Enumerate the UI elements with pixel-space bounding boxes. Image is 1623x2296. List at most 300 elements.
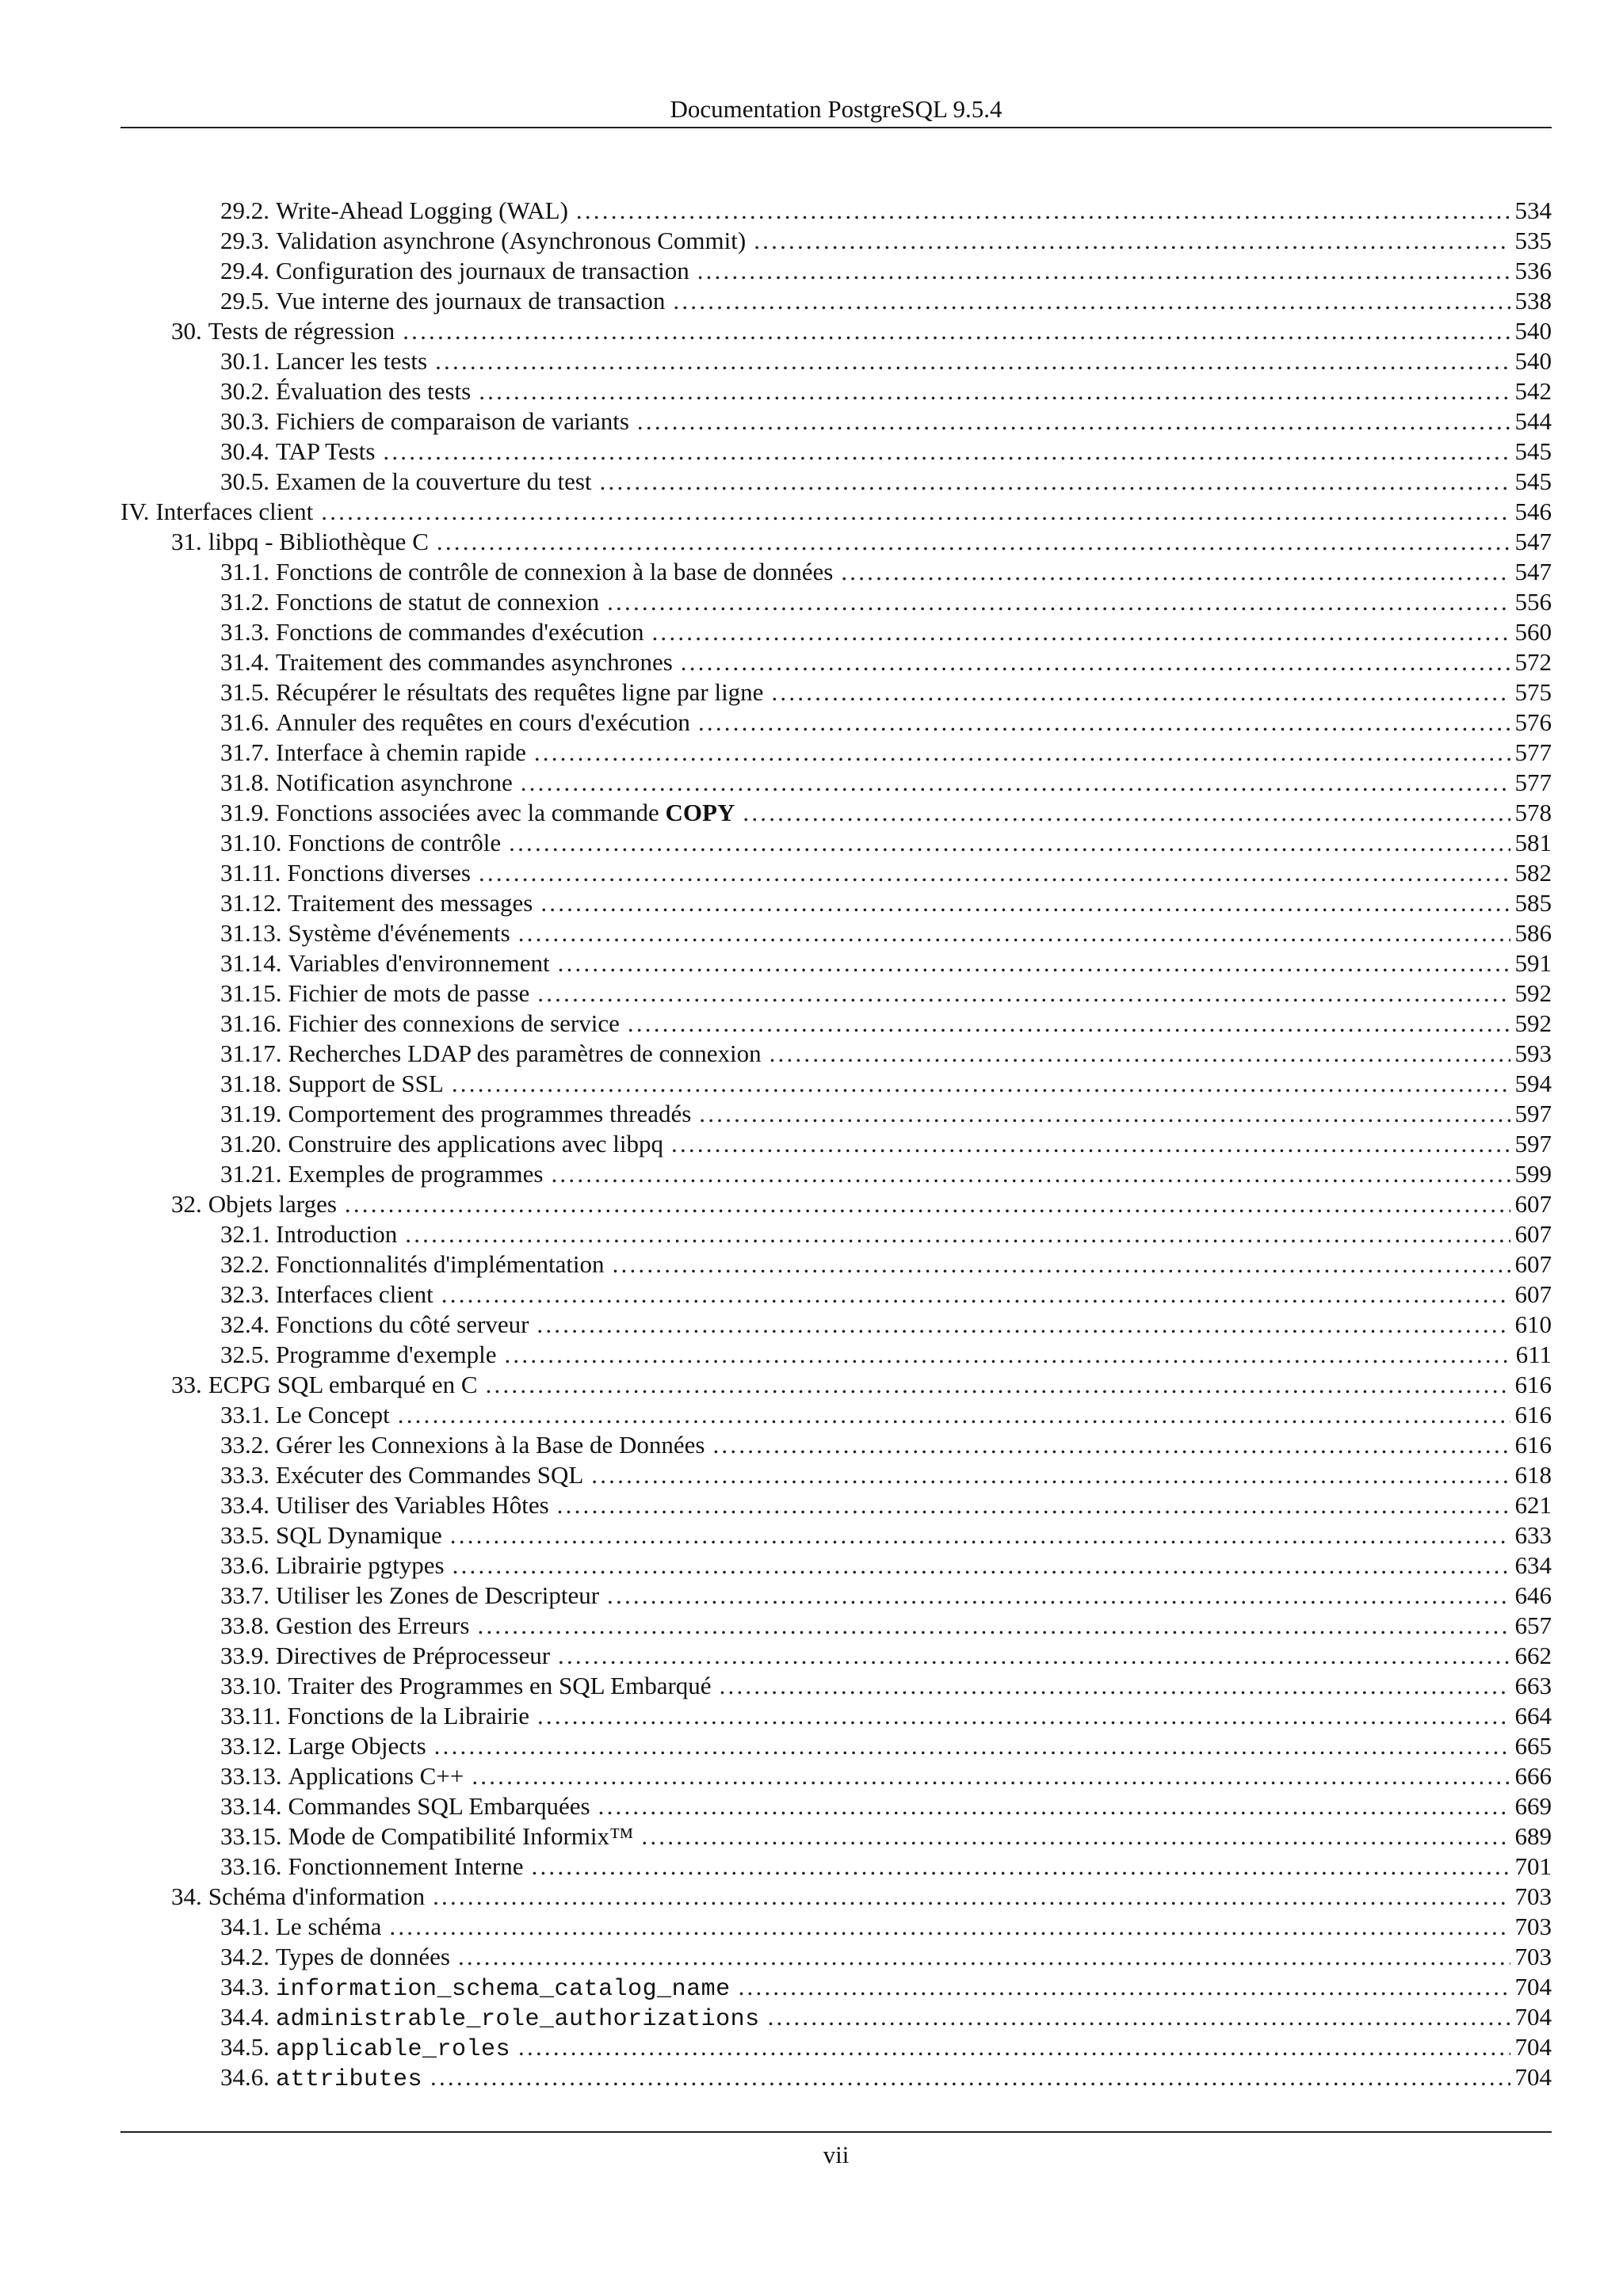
toc-entry-title: Objets larges <box>208 1190 337 1218</box>
toc-entry-title: Exemples de programmes <box>288 1160 544 1188</box>
toc-entry-title: Vue interne des journaux de transaction <box>276 287 666 315</box>
toc-entry[interactable] <box>120 1009 1552 1039</box>
toc-entry[interactable] <box>120 226 1552 256</box>
header-rule <box>120 127 1552 128</box>
dot-leader <box>598 1791 1510 1821</box>
toc-entry-number: 31.18. <box>220 1070 282 1097</box>
toc-entry-number: 33.9. <box>220 1642 269 1669</box>
dot-leader <box>537 978 1510 1009</box>
toc-entry-number: 31.21. <box>220 1160 282 1188</box>
toc-entry-page: 703 <box>1514 1943 1552 1970</box>
toc-entry-page: 540 <box>1514 347 1552 375</box>
dot-leader <box>435 346 1510 376</box>
toc-entry-number: 31.4. <box>220 648 269 676</box>
toc-entry-page: 701 <box>1514 1852 1552 1880</box>
toc-entry[interactable] <box>120 376 1552 406</box>
toc-entry-page: 545 <box>1514 437 1552 465</box>
toc-entry-page: 607 <box>1514 1280 1552 1308</box>
toc-entry-number: 33. <box>171 1371 202 1398</box>
toc-entry[interactable] <box>120 858 1552 888</box>
toc-entry-page: 662 <box>1514 1642 1552 1669</box>
toc-entry-number: 31.10. <box>220 829 282 856</box>
toc-entry-number: 29.4. <box>220 257 269 284</box>
toc-entry-number: 33.10. <box>220 1672 282 1699</box>
toc-entry-page: 689 <box>1514 1822 1552 1850</box>
toc-entry-number: 32. <box>171 1190 202 1218</box>
toc-entry-page: 669 <box>1514 1792 1552 1820</box>
toc-entry-number: 31.13. <box>220 919 282 947</box>
toc-entry[interactable] <box>120 1039 1552 1069</box>
toc-entry-title: Utiliser les Zones de Descripteur <box>276 1581 600 1609</box>
toc-entry[interactable] <box>120 527 1552 557</box>
toc-entry-page: 703 <box>1514 1882 1552 1910</box>
dot-leader <box>540 888 1510 918</box>
dot-leader <box>479 858 1510 888</box>
toc-entry-page: 586 <box>1514 919 1552 947</box>
dot-leader <box>754 226 1510 256</box>
dot-leader <box>628 1009 1510 1039</box>
dot-leader <box>769 1039 1510 1069</box>
toc-entry[interactable] <box>120 1972 1552 2002</box>
dot-leader <box>537 1701 1510 1731</box>
toc-entry-page: 581 <box>1514 829 1552 856</box>
toc-entry-title: Système d'événements <box>288 919 510 947</box>
toc-entry-number: 32.5. <box>220 1341 269 1368</box>
toc-entry-number: 31.9. <box>220 799 269 826</box>
dot-leader <box>607 1581 1510 1611</box>
toc-entry-title: Fonctionnalités d'implémentation <box>276 1250 605 1278</box>
toc-entry-title: ECPG SQL embarqué en C <box>208 1371 478 1398</box>
toc-entry-page: 593 <box>1514 1039 1552 1067</box>
toc-entry[interactable] <box>120 1430 1552 1460</box>
toc-entry[interactable] <box>120 196 1552 226</box>
toc-entry-title: SQL Dynamique <box>276 1521 442 1549</box>
toc-entry[interactable] <box>120 1671 1552 1701</box>
toc-entry-title: Comportement des programmes threadés <box>288 1100 692 1127</box>
toc-entry-page: 535 <box>1514 227 1552 254</box>
dot-leader <box>637 406 1510 437</box>
toc-entry-page: 607 <box>1514 1190 1552 1218</box>
toc-entry[interactable] <box>120 1581 1552 1611</box>
toc-entry[interactable] <box>120 1912 1552 1942</box>
dot-leader <box>434 1731 1510 1761</box>
dot-leader <box>697 256 1510 286</box>
toc-entry-page: 657 <box>1514 1611 1552 1639</box>
dot-leader <box>389 1912 1510 1942</box>
dot-leader <box>641 1821 1510 1852</box>
toc-entry[interactable] <box>120 1370 1552 1400</box>
toc-entry-page: 594 <box>1514 1070 1552 1097</box>
toc-entry[interactable] <box>120 2002 1552 2032</box>
toc-entry-number: 30. <box>171 317 202 345</box>
table-of-contents <box>120 196 1552 2092</box>
toc-entry-title: Annuler des requêtes en cours d'exécution <box>276 708 690 736</box>
toc-entry-page: 547 <box>1514 558 1552 585</box>
toc-entry-number: 31. <box>171 528 202 555</box>
toc-entry-number: 30.3. <box>220 407 269 435</box>
toc-entry-number: 33.11. <box>220 1702 281 1730</box>
toc-entry-page: 592 <box>1514 1009 1552 1037</box>
toc-entry-title-bold: COPY <box>665 799 735 826</box>
toc-entry-title: Fonctionnement Interne <box>288 1852 524 1880</box>
toc-entry-page: 540 <box>1514 317 1552 345</box>
toc-entry-title: Large Objects <box>288 1732 426 1760</box>
toc-entry-page: 547 <box>1514 528 1552 555</box>
dot-leader <box>453 1550 1510 1581</box>
toc-entry-number: 34.6. <box>220 2063 269 2091</box>
toc-entry-page: 634 <box>1514 1551 1552 1579</box>
toc-entry-page: 538 <box>1514 287 1552 315</box>
toc-entry[interactable] <box>120 406 1552 437</box>
page-number: vii <box>823 2141 850 2168</box>
toc-entry-number: 31.6. <box>220 708 269 736</box>
toc-entry[interactable] <box>120 1249 1552 1280</box>
toc-entry-number: 31.3. <box>220 618 269 646</box>
toc-entry[interactable] <box>120 1460 1552 1490</box>
toc-entry-title: Le schéma <box>276 1913 382 1940</box>
toc-entry-title: Configuration des journaux de transaction <box>276 257 689 284</box>
toc-entry-page: 621 <box>1514 1491 1552 1519</box>
dot-leader <box>841 557 1510 587</box>
toc-entry[interactable] <box>120 1731 1552 1761</box>
toc-entry[interactable] <box>120 1611 1552 1641</box>
toc-entry-number: 33.8. <box>220 1611 269 1639</box>
toc-entry[interactable] <box>120 948 1552 978</box>
toc-entry-page: 556 <box>1514 588 1552 616</box>
toc-entry-title: Fonctions de contrôle <box>288 829 502 856</box>
toc-entry[interactable] <box>120 346 1552 376</box>
toc-entry[interactable] <box>120 1280 1552 1310</box>
toc-entry-title: Fichiers de comparaison de variants <box>276 407 629 435</box>
toc-entry-title: Programme d'exemple <box>276 1341 497 1368</box>
dot-leader <box>613 1249 1510 1280</box>
dot-leader <box>452 1069 1510 1099</box>
toc-entry[interactable] <box>120 1189 1552 1219</box>
toc-entry-number: 33.5. <box>220 1521 269 1549</box>
footer-rule <box>120 2131 1552 2133</box>
toc-entry[interactable] <box>120 1340 1552 1370</box>
toc-entry-title: Le Concept <box>276 1401 390 1428</box>
toc-entry-number: 31.19. <box>220 1100 282 1127</box>
dot-leader <box>383 437 1510 467</box>
toc-entry[interactable] <box>120 617 1552 647</box>
toc-entry-number: 31.7. <box>220 738 269 766</box>
toc-entry-page: 597 <box>1514 1130 1552 1158</box>
toc-entry[interactable] <box>120 1310 1552 1340</box>
toc-entry[interactable] <box>120 768 1552 798</box>
dot-leader <box>651 617 1510 647</box>
toc-entry-title: Write-Ahead Logging (WAL) <box>276 196 568 224</box>
toc-entry[interactable] <box>120 1641 1552 1671</box>
toc-entry[interactable] <box>120 497 1552 527</box>
toc-entry-page: 575 <box>1514 678 1552 706</box>
toc-entry-page: 704 <box>1514 1973 1552 2000</box>
dot-leader <box>430 2062 1510 2092</box>
toc-entry[interactable] <box>120 286 1552 316</box>
dot-leader <box>557 1490 1510 1520</box>
toc-entry-page: 544 <box>1514 407 1552 435</box>
toc-entry-number: 33.14. <box>220 1792 282 1820</box>
toc-entry[interactable] <box>120 1159 1552 1189</box>
toc-entry-number: 34. <box>171 1882 202 1910</box>
toc-entry-page: 599 <box>1514 1160 1552 1188</box>
toc-entry-title-text: Fonctions associées avec la commande <box>276 799 659 826</box>
toc-entry-page: 703 <box>1514 1913 1552 1940</box>
toc-entry-page: 665 <box>1514 1732 1552 1760</box>
toc-entry-title: Fonctions de statut de connexion <box>276 588 600 616</box>
toc-entry[interactable] <box>120 738 1552 768</box>
toc-entry-title: Traitement des commandes asynchrones <box>276 648 673 676</box>
toc-entry-number: 34.2. <box>220 1943 269 1970</box>
toc-entry-title: Interfaces client <box>276 1280 433 1308</box>
toc-entry-page: 597 <box>1514 1100 1552 1127</box>
toc-entry-title: Traiter des Programmes en SQL Embarqué <box>288 1672 712 1699</box>
toc-entry[interactable] <box>120 437 1552 467</box>
toc-entry-title: applicable_roles <box>276 2036 511 2063</box>
dot-leader <box>600 467 1510 497</box>
toc-entry-page: 592 <box>1514 979 1552 1007</box>
toc-entry-page: 542 <box>1514 377 1552 405</box>
toc-entry[interactable] <box>120 918 1552 948</box>
toc-entry-number: 31.20. <box>220 1130 282 1158</box>
toc-entry[interactable] <box>120 1821 1552 1852</box>
toc-entry[interactable] <box>120 1791 1552 1821</box>
toc-entry-title: Construire des applications avec libpq <box>288 1130 663 1158</box>
toc-entry-title: Directives de Préprocesseur <box>276 1642 551 1669</box>
dot-leader <box>699 1099 1510 1129</box>
toc-entry-title: Recherches LDAP des paramètres de connexion <box>288 1039 762 1067</box>
toc-entry-page: 646 <box>1514 1581 1552 1609</box>
toc-entry-title: information_schema_catalog_name <box>276 1976 731 2003</box>
toc-entry-title: TAP Tests <box>276 437 376 465</box>
toc-entry[interactable] <box>120 1069 1552 1099</box>
toc-entry-page: 666 <box>1514 1762 1552 1790</box>
toc-entry-page: 591 <box>1514 949 1552 977</box>
toc-entry[interactable] <box>120 1400 1552 1430</box>
dot-leader <box>398 1400 1510 1430</box>
toc-entry-title: Fichier des connexions de service <box>288 1009 620 1037</box>
dot-leader <box>458 1942 1510 1972</box>
toc-entry-page: 633 <box>1514 1521 1552 1549</box>
dot-leader <box>534 738 1510 768</box>
toc-entry[interactable] <box>120 1882 1552 1912</box>
toc-entry-title: Lancer les tests <box>276 347 428 375</box>
toc-entry-title: Évaluation des tests <box>276 377 472 405</box>
toc-entry[interactable] <box>120 978 1552 1009</box>
toc-entry-page: 572 <box>1514 648 1552 676</box>
toc-entry-number: 32.4. <box>220 1310 269 1338</box>
toc-entry-title: Interface à chemin rapide <box>276 738 526 766</box>
toc-entry-page: 616 <box>1514 1431 1552 1459</box>
toc-entry-page: 616 <box>1514 1371 1552 1398</box>
toc-entry[interactable] <box>120 1219 1552 1249</box>
toc-entry-title: Fichier de mots de passe <box>288 979 530 1007</box>
toc-entry-number: 32.2. <box>220 1250 269 1278</box>
dot-leader <box>518 2032 1510 2062</box>
toc-entry-page: 546 <box>1514 498 1552 525</box>
toc-entry-number: 33.12. <box>220 1732 282 1760</box>
dot-leader <box>521 768 1510 798</box>
dot-leader <box>486 1370 1510 1400</box>
toc-entry-title: Traitement des messages <box>288 889 533 917</box>
dot-leader <box>576 196 1510 226</box>
toc-entry-title: Fonctions diverses <box>287 859 471 887</box>
dot-leader <box>504 1340 1510 1370</box>
toc-entry-title: Gestion des Erreurs <box>276 1611 470 1639</box>
dot-leader <box>345 1189 1510 1219</box>
toc-entry-page: 577 <box>1514 769 1552 796</box>
toc-entry-number: 29.2. <box>220 196 269 224</box>
toc-entry-page: 560 <box>1514 618 1552 646</box>
toc-entry-title: Fonctions de la Librairie <box>287 1702 529 1730</box>
toc-entry-title: libpq - Bibliothèque C <box>208 528 429 555</box>
toc-entry-number: 29.5. <box>220 287 269 315</box>
toc-entry-number: 29.3. <box>220 227 269 254</box>
toc-entry[interactable] <box>120 557 1552 587</box>
toc-entry[interactable] <box>120 1852 1552 1882</box>
toc-entry-page: 577 <box>1514 738 1552 766</box>
toc-entry-title: administrable_role_authorizations <box>276 2006 760 2033</box>
toc-entry[interactable] <box>120 1490 1552 1520</box>
toc-entry-title: Commandes SQL Embarquées <box>288 1792 590 1820</box>
toc-entry-page: 585 <box>1514 889 1552 917</box>
toc-entry-number: 31.14. <box>220 949 282 977</box>
toc-entry-page: 534 <box>1514 196 1552 224</box>
toc-entry-number: 31.12. <box>220 889 282 917</box>
toc-entry-number: 31.17. <box>220 1039 282 1067</box>
toc-entry-number: 30.5. <box>220 467 269 495</box>
toc-entry-number: 32.3. <box>220 1280 269 1308</box>
toc-entry-title: Examen de la couverture du test <box>276 467 592 495</box>
toc-entry-title: Gérer les Connexions à la Base de Données <box>276 1431 705 1459</box>
toc-entry-title: Types de données <box>276 1943 450 1970</box>
page-header: Documentation PostgreSQL 9.5.4 <box>670 95 1002 123</box>
dot-leader <box>478 1611 1510 1641</box>
toc-entry-number: 30.1. <box>220 347 269 375</box>
toc-entry-title: Récupérer le résultats des requêtes ligne par ligne <box>276 678 764 706</box>
toc-entry-page: 704 <box>1514 2063 1552 2091</box>
toc-entry-number: 33.16. <box>220 1852 282 1880</box>
toc-entry-page: 576 <box>1514 708 1552 736</box>
toc-entry[interactable] <box>120 256 1552 286</box>
dot-leader <box>591 1460 1510 1490</box>
toc-entry-title: Support de SSL <box>288 1070 444 1097</box>
toc-entry-number: 31.15. <box>220 979 282 1007</box>
dot-leader <box>441 1280 1510 1310</box>
toc-entry[interactable] <box>120 677 1552 707</box>
toc-entry-page: 704 <box>1514 2003 1552 2031</box>
toc-entry-number: 31.16. <box>220 1009 282 1037</box>
toc-entry-number: 34.1. <box>220 1913 269 1940</box>
toc-entry-title: Introduction <box>276 1220 398 1248</box>
dot-leader <box>532 1852 1510 1882</box>
toc-entry-number: 33.6. <box>220 1551 269 1579</box>
toc-entry[interactable] <box>120 1520 1552 1550</box>
toc-entry-number: 34.4. <box>220 2003 269 2031</box>
dot-leader <box>558 1641 1510 1671</box>
toc-entry[interactable] <box>120 1550 1552 1581</box>
toc-entry-page: 664 <box>1514 1702 1552 1730</box>
toc-entry-page: 536 <box>1514 257 1552 284</box>
toc-entry[interactable] <box>120 798 1552 828</box>
toc-entry-title: attributes <box>276 2066 423 2093</box>
toc-entry-number: 31.1. <box>220 558 269 585</box>
dot-leader <box>712 1430 1510 1460</box>
toc-entry-number: 30.2. <box>220 377 269 405</box>
dot-leader <box>509 828 1510 858</box>
toc-entry-number: 33.1. <box>220 1401 269 1428</box>
dot-leader <box>739 1972 1510 2002</box>
dot-leader <box>433 1882 1510 1912</box>
toc-entry[interactable] <box>120 707 1552 738</box>
toc-entry-number: 31.11. <box>220 859 281 887</box>
dot-leader <box>607 587 1510 617</box>
dot-leader <box>558 948 1510 978</box>
dot-leader <box>768 2002 1510 2032</box>
toc-entry[interactable] <box>120 647 1552 677</box>
toc-entry[interactable] <box>120 1129 1552 1159</box>
toc-entry[interactable] <box>120 888 1552 918</box>
toc-entry[interactable] <box>120 1099 1552 1129</box>
dot-leader <box>479 376 1510 406</box>
toc-entry[interactable] <box>120 1942 1552 1972</box>
toc-entry[interactable] <box>120 2032 1552 2062</box>
dot-leader <box>681 647 1510 677</box>
toc-entry-title: Interfaces client <box>155 498 314 525</box>
toc-entry-page: 607 <box>1514 1250 1552 1278</box>
toc-entry-page: 610 <box>1514 1310 1552 1338</box>
dot-leader <box>403 316 1510 346</box>
dot-leader <box>720 1671 1510 1701</box>
toc-entry[interactable] <box>120 587 1552 617</box>
dot-leader <box>771 677 1510 707</box>
toc-entry-title: Librairie pgtypes <box>276 1551 445 1579</box>
toc-entry-page: 545 <box>1514 467 1552 495</box>
toc-entry-title: Notification asynchrone <box>276 769 513 796</box>
toc-entry-page: 616 <box>1514 1401 1552 1428</box>
toc-entry-number: 33.4. <box>220 1491 269 1519</box>
toc-entry-number: 31.5. <box>220 678 269 706</box>
dot-leader <box>450 1520 1510 1550</box>
toc-entry-number: 33.7. <box>220 1581 269 1609</box>
toc-entry-page: 663 <box>1514 1672 1552 1699</box>
toc-entry[interactable] <box>120 1761 1552 1791</box>
toc-entry[interactable] <box>120 1701 1552 1731</box>
dot-leader <box>537 1310 1510 1340</box>
toc-entry-number: 31.2. <box>220 588 269 616</box>
toc-entry[interactable] <box>120 828 1552 858</box>
toc-entry[interactable] <box>120 2062 1552 2092</box>
toc-entry-title: Utiliser des Variables Hôtes <box>276 1491 549 1519</box>
dot-leader <box>472 1761 1510 1791</box>
dot-leader <box>551 1159 1510 1189</box>
toc-entry-page: 704 <box>1514 2033 1552 2061</box>
toc-entry[interactable] <box>120 316 1552 346</box>
toc-entry-title <box>276 798 735 828</box>
toc-entry-page: 582 <box>1514 859 1552 887</box>
toc-entry-title: Exécuter des Commandes SQL <box>276 1461 584 1489</box>
dot-leader <box>437 527 1510 557</box>
toc-entry-title: Tests de régression <box>208 317 395 345</box>
toc-entry-number: 32.1. <box>220 1220 269 1248</box>
dot-leader <box>405 1219 1510 1249</box>
toc-entry-title: Variables d'environnement <box>288 949 550 977</box>
toc-entry[interactable] <box>120 467 1552 497</box>
toc-entry-number: 30.4. <box>220 437 269 465</box>
toc-entry-title: Validation asynchrone (Asynchronous Commit) <box>276 227 747 254</box>
toc-entry-title: Fonctions de commandes d'exécution <box>276 618 644 646</box>
dot-leader <box>698 707 1510 738</box>
